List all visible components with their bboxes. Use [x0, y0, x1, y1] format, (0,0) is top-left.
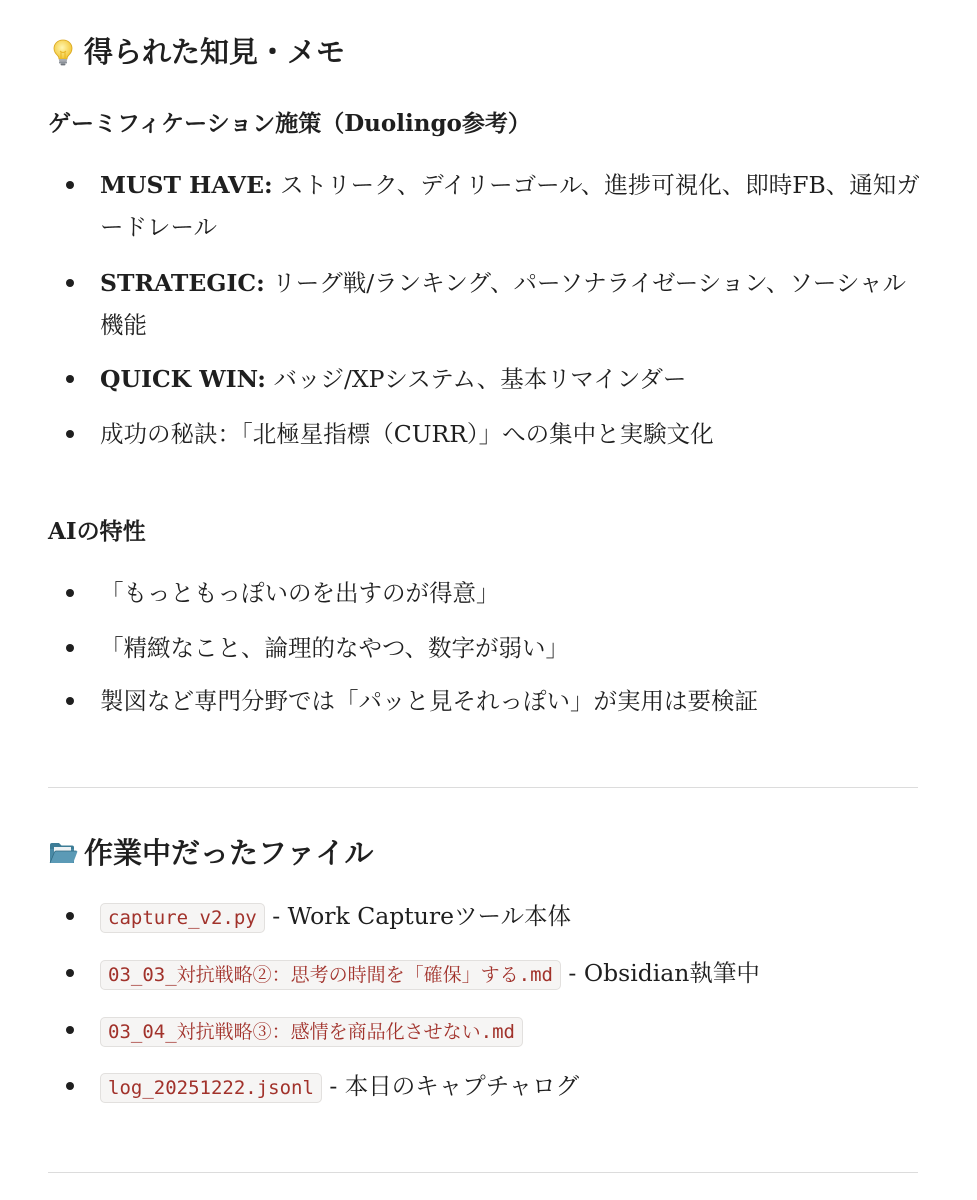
list-item	[100, 1065, 920, 1109]
list-item	[100, 895, 920, 939]
divider	[48, 787, 918, 788]
item-text: リーグ戦/ランキング、パーソナライゼーション、ソーシャル機能	[100, 269, 906, 339]
item-text: バッジ/XPシステム、基本リマインダー	[265, 365, 687, 393]
item-text: 製図など専門分野では「パッと見それっぽい」が実用は要検証	[100, 687, 758, 715]
list-item	[100, 358, 920, 400]
list-item	[100, 1009, 920, 1053]
lightbulb-icon	[48, 37, 78, 67]
list-item	[100, 262, 920, 346]
file-desc: - 本日のキャプチャログ	[321, 1072, 580, 1100]
gamification-heading: ゲーミフィケーション施策（Duolingo参考）	[48, 110, 531, 137]
item-text: 「もっともっぽいのを出すのが得意」	[100, 579, 500, 607]
divider	[48, 1172, 918, 1173]
list-item	[100, 572, 920, 614]
open-folder-icon	[48, 838, 78, 868]
file-name[interactable]: capture_v2.py	[100, 903, 265, 933]
file-name[interactable]: 03_03_対抗戦略②：思考の時間を「確保」する.md	[100, 960, 561, 990]
list-item	[100, 680, 920, 722]
insights-title: 得られた知見・メモ	[84, 35, 346, 69]
files-heading	[48, 833, 373, 873]
insights-heading	[48, 32, 345, 72]
item-label: STRATEGIC:	[100, 269, 265, 297]
list-item	[100, 164, 920, 248]
file-name[interactable]: 03_04_対抗戦略③：感情を商品化させない.md	[100, 1017, 523, 1047]
item-label: MUST HAVE:	[100, 171, 273, 199]
list-item	[100, 413, 920, 455]
item-label: QUICK WIN:	[100, 365, 266, 393]
file-name[interactable]: log_20251222.jsonl	[100, 1073, 322, 1103]
list-item	[100, 952, 920, 996]
files-title: 作業中だったファイル	[84, 836, 374, 870]
file-desc: - Obsidian執筆中	[560, 959, 760, 987]
item-text: 成功の秘訣：「北極星指標（CURR）」への集中と実験文化	[100, 420, 714, 448]
list-item	[100, 627, 920, 669]
item-text: 「精緻なこと、論理的なやつ、数字が弱い」	[100, 634, 570, 662]
file-desc: - Work Captureツール本体	[264, 902, 572, 930]
item-text: ストリーク、デイリーゴール、進捗可視化、即時FB、通知ガードレール	[100, 171, 920, 241]
ai-heading: AIの特性	[48, 518, 146, 545]
